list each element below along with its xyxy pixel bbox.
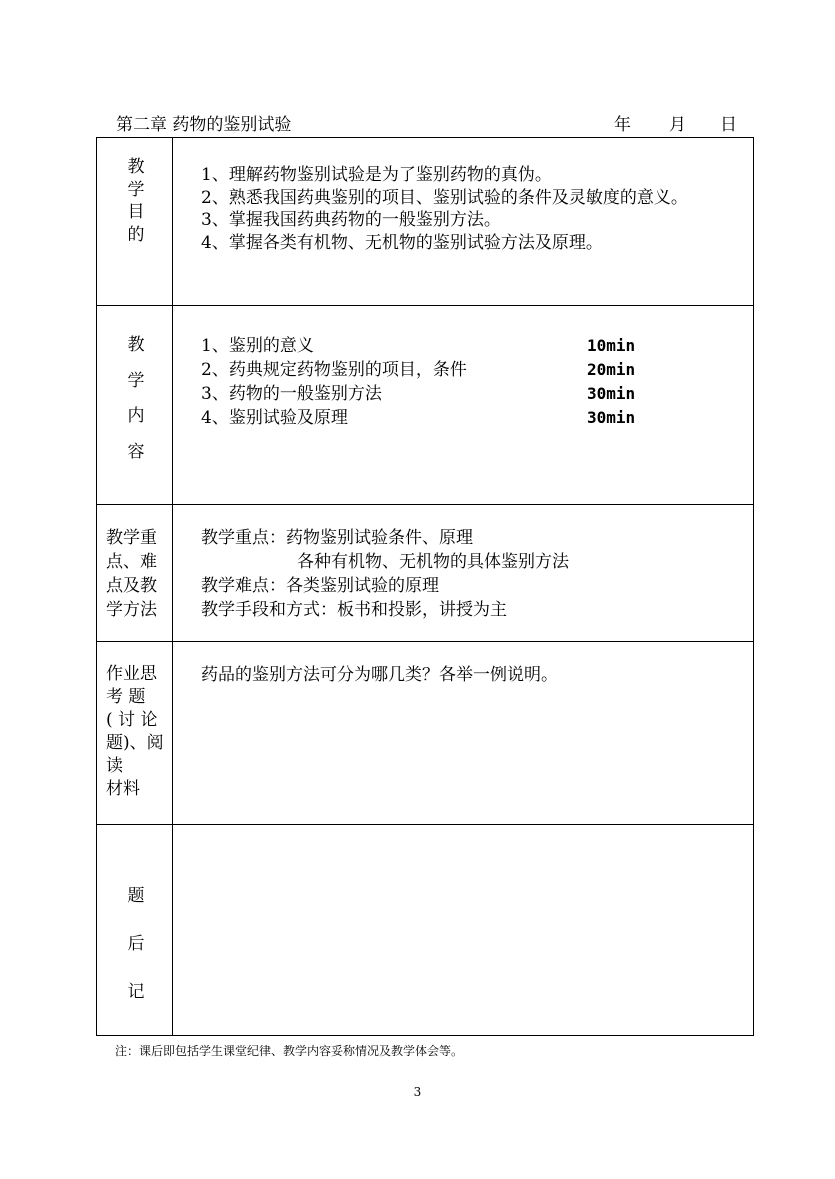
key-point-line: 各种有机物、无机物的具体鉴别方法: [297, 552, 569, 572]
objectives-list: [201, 164, 688, 254]
homework-label: 作业思 考 题 ( 讨 论 题)、阅 读 材料: [106, 664, 164, 799]
key-points-label: 教学重 点、难 点及教 学方法: [106, 528, 157, 620]
row-divider: [97, 504, 753, 505]
content-item-text: 4、鉴别试验及原理: [201, 408, 348, 428]
row-divider: [97, 824, 753, 825]
chapter-title: 第二章 药物的鉴别试验: [116, 115, 292, 135]
year-label: 年: [614, 115, 631, 135]
postscript-label: 题 后 记: [127, 886, 145, 1002]
content-item: [201, 382, 636, 406]
footnote: 注：课后即包括学生课堂纪律、教学内容妥称情况及教学体会等。: [115, 1044, 464, 1058]
content-item-duration: 30min: [587, 384, 636, 403]
objectives-label: 教 学 目 的: [127, 157, 145, 245]
objective-item: 1、理解药物鉴别试验是为了鉴别药物的真伪。: [201, 165, 552, 185]
key-point-line: 教学难点：各类鉴别试验的原理: [201, 576, 439, 596]
postscript-area[interactable]: [174, 826, 753, 1035]
content-item: [201, 358, 636, 382]
month-label: 月: [669, 115, 686, 135]
row-divider: [97, 305, 753, 306]
row-divider: [97, 641, 753, 642]
objective-item: 3、掌握我国药典药物的一般鉴别方法。: [201, 210, 501, 230]
lesson-plan-table: [96, 137, 754, 1036]
content-item: [201, 406, 636, 430]
content-item-duration: 30min: [587, 408, 636, 427]
objective-item: 2、熟悉我国药典鉴别的项目、鉴别试验的条件及灵敏度的意义。: [201, 187, 688, 208]
content-item-duration: 10min: [587, 336, 636, 355]
key-point-line: 教学手段和方式：板书和投影，讲授为主: [201, 600, 507, 620]
content-item: [201, 334, 636, 358]
content-item-text: 3、药物的一般鉴别方法: [201, 384, 382, 404]
content-item-text: 1、鉴别的意义: [201, 336, 314, 356]
key-points-text: [201, 526, 569, 622]
objective-item: 4、掌握各类有机物、无机物的鉴别试验方法及原理。: [201, 232, 603, 253]
content-item-text: 2、药典规定药物鉴别的项目，条件: [201, 360, 467, 380]
content-label: 教 学 内 容: [127, 335, 145, 462]
page-number: 3: [413, 1085, 422, 1099]
key-point-line: 教学重点：药物鉴别试验条件、原理: [201, 528, 473, 548]
column-divider: [172, 138, 173, 1035]
content-list: [201, 334, 636, 430]
content-item-duration: 20min: [587, 360, 636, 379]
day-label: 日: [720, 115, 737, 135]
homework-text: 药品的鉴别方法可分为哪几类？各举一例说明。: [201, 665, 558, 685]
